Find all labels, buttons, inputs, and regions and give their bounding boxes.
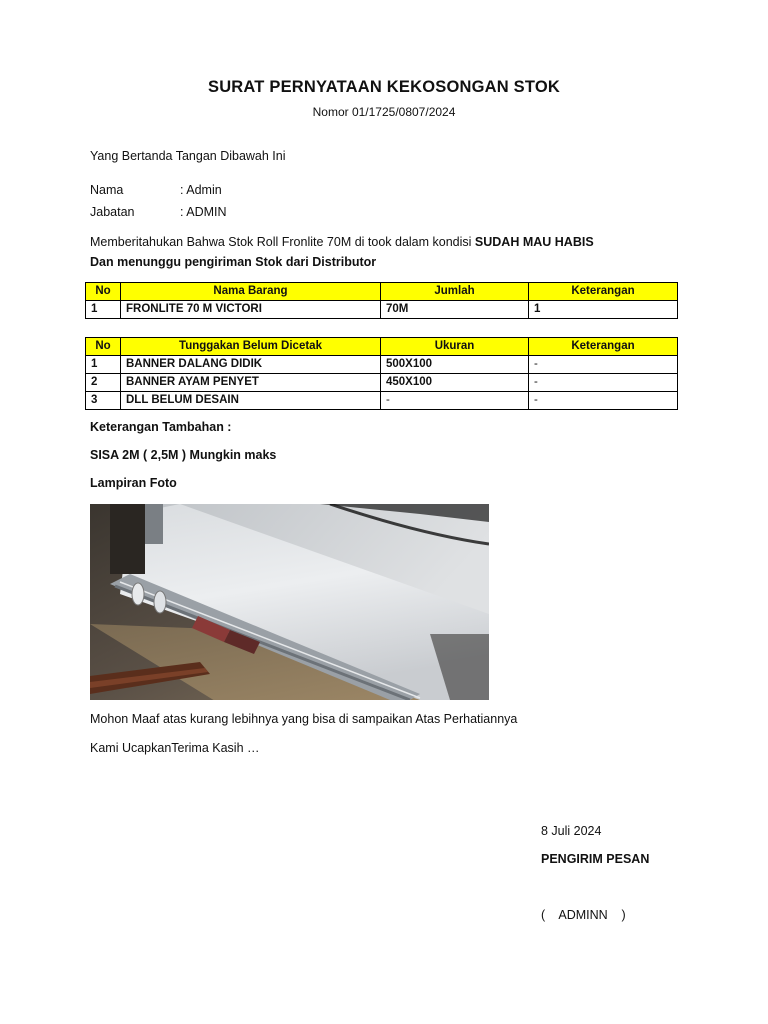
statement-status: SUDAH MAU HABIS <box>474 235 594 249</box>
remaining-stock-note: SISA 2M ( 2,5M ) Mungkin maks <box>90 448 277 462</box>
header-ukuran: Ukuran <box>381 338 529 356</box>
table-row <box>86 392 678 410</box>
header-nama-barang: Nama Barang <box>121 283 381 301</box>
jabatan-value: : ADMIN <box>180 205 227 219</box>
cell-tunggakan: BANNER DALANG DIDIK <box>121 356 381 374</box>
cell-jumlah: 70M <box>381 301 529 319</box>
cell-keterangan: - <box>529 356 678 374</box>
cell-ukuran: 500X100 <box>381 356 529 374</box>
additional-notes-heading: Keterangan Tambahan : <box>90 420 232 434</box>
cell-ukuran: 450X100 <box>381 374 529 392</box>
attachment-photo <box>90 504 489 700</box>
cell-keterangan: - <box>529 374 678 392</box>
jabatan-label: Jabatan <box>90 205 135 219</box>
intro-text: Yang Bertanda Tangan Dibawah Ini <box>90 149 286 163</box>
header-keterangan: Keterangan <box>529 283 678 301</box>
header-tunggakan: Tunggakan Belum Dicetak <box>121 338 381 356</box>
table-row <box>86 374 678 392</box>
stock-table <box>85 282 678 319</box>
header-jumlah: Jumlah <box>381 283 529 301</box>
nama-value: : Admin <box>180 183 222 197</box>
sender-title: PENGIRIM PESAN <box>541 852 650 866</box>
header-no: No <box>86 283 121 301</box>
statement-prefix: Memberitahukan Bahwa Stok Roll Fronlite 70M di took dalam kondisi <box>90 235 475 249</box>
backlog-table <box>85 337 678 410</box>
document-title: SURAT PERNYATAAN KEKOSONGAN STOK <box>207 78 560 96</box>
cell-tunggakan: DLL BELUM DESAIN <box>121 392 381 410</box>
cell-no: 3 <box>86 392 121 410</box>
nama-label: Nama <box>90 183 124 197</box>
statement-line <box>90 235 594 249</box>
thanks-text: Kami UcapkanTerima Kasih … <box>90 741 260 755</box>
letter-date: 8 Juli 2024 <box>541 824 602 838</box>
header-keterangan: Keterangan <box>529 338 678 356</box>
waiting-text: Dan menunggu pengiriman Stok dari Distributor <box>90 255 377 269</box>
table-header-row <box>86 283 678 301</box>
apology-text: Mohon Maaf atas kurang lebihnya yang bisa di sampaikan Atas Perhatiannya <box>90 712 518 726</box>
cell-no: 1 <box>86 356 121 374</box>
cell-ukuran: - <box>381 392 529 410</box>
document-number: Nomor 01/1725/0807/2024 <box>312 105 456 119</box>
table-row <box>86 301 678 319</box>
signature-name: ( ADMINN ) <box>541 908 626 922</box>
header-no: No <box>86 338 121 356</box>
cell-no: 1 <box>86 301 121 319</box>
table-header-row <box>86 338 678 356</box>
photo-attachment-heading: Lampiran Foto <box>90 476 177 490</box>
table-row <box>86 356 678 374</box>
cell-keterangan: - <box>529 392 678 410</box>
cell-tunggakan: BANNER AYAM PENYET <box>121 374 381 392</box>
cell-no: 2 <box>86 374 121 392</box>
cell-nama-barang: FRONLITE 70 M VICTORI <box>121 301 381 319</box>
cell-keterangan: 1 <box>529 301 678 319</box>
